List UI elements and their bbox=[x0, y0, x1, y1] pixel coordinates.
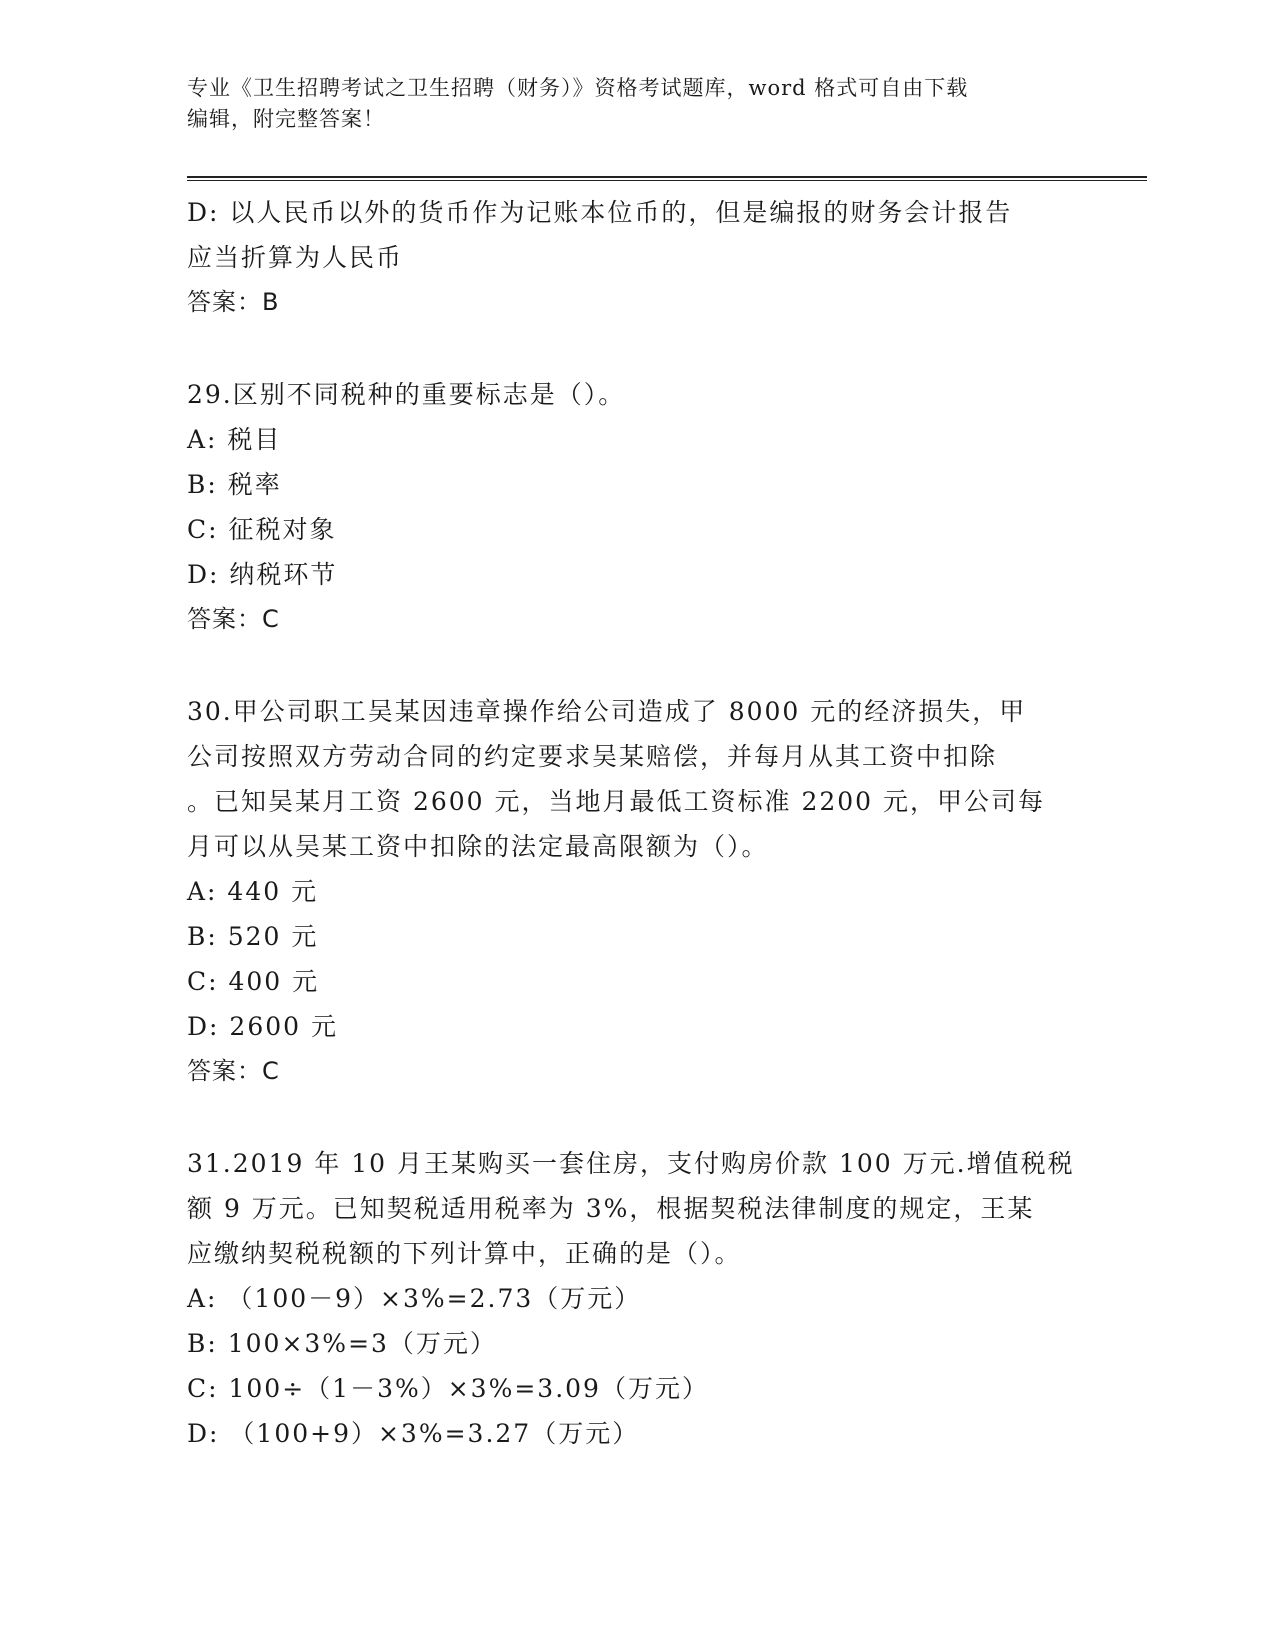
spacer bbox=[187, 1094, 1087, 1141]
header-divider bbox=[187, 176, 1147, 181]
question-31-stem-line-1: 31.2019 年 10 月王某购买一套住房，支付购房价款 100 万元.增值税税 bbox=[187, 1149, 1075, 1178]
question-29-option-d: D: 纳税环节 bbox=[187, 560, 338, 589]
question-30-stem-line-3: 。已知吴某月工资 2600 元，当地月最低工资标准 2200 元，甲公司每 bbox=[187, 787, 1046, 816]
question-30-stem-line-2: 公司按照双方劳动合同的约定要求吴某赔偿，并每月从其工资中扣除 bbox=[187, 742, 998, 771]
question-31-option-d: D: （100+9）×3%=3.27（万元） bbox=[187, 1419, 640, 1448]
header-line-1: 专业《卫生招聘考试之卫生招聘（财务）》资格考试题库，word 格式可自由下载 bbox=[187, 76, 969, 100]
question-31-stem-line-3: 应缴纳契税税额的下列计算中，正确的是（）。 bbox=[187, 1239, 742, 1268]
question-30-option-a: A: 440 元 bbox=[187, 877, 319, 906]
page-header bbox=[187, 73, 1087, 135]
question-31-option-c: C: 100÷（1－3%）×3%=3.09（万元） bbox=[187, 1374, 709, 1403]
question-29-stem: 29.区别不同税种的重要标志是（）。 bbox=[187, 380, 626, 409]
question-30-stem-line-1: 30.甲公司职工吴某因违章操作给公司造成了 8000 元的经济损失，甲 bbox=[187, 697, 1027, 726]
question-content bbox=[187, 190, 1087, 1456]
option-d-continued: 应当折算为人民币 bbox=[187, 243, 404, 272]
question-30-option-c: C: 400 元 bbox=[187, 967, 320, 996]
question-31-stem-line-2: 额 9 万元。已知契税适用税率为 3%，根据契税法律制度的规定，王某 bbox=[187, 1194, 1035, 1223]
question-30-answer: 答案：C bbox=[187, 1057, 280, 1085]
answer-line: 答案：B bbox=[187, 288, 280, 316]
question-29-option-b: B: 税率 bbox=[187, 470, 282, 499]
question-30-option-b: B: 520 元 bbox=[187, 922, 319, 951]
header-line-2: 编辑，附完整答案！ bbox=[187, 107, 385, 131]
question-29-answer: 答案：C bbox=[187, 605, 280, 633]
spacer bbox=[187, 642, 1087, 689]
question-31-option-a: A: （100－9）×3%=2.73（万元） bbox=[187, 1284, 642, 1313]
question-30-option-d: D: 2600 元 bbox=[187, 1012, 338, 1041]
question-30-stem-line-4: 月可以从吴某工资中扣除的法定最高限额为（）。 bbox=[187, 832, 769, 861]
question-29-option-a: A: 税目 bbox=[187, 425, 282, 454]
option-d: D: 以人民币以外的货币作为记账本位币的，但是编报的财务会计报告 bbox=[187, 198, 1013, 227]
spacer bbox=[187, 325, 1087, 372]
question-29-option-c: C: 征税对象 bbox=[187, 515, 337, 544]
question-31-option-b: B: 100×3%=3（万元） bbox=[187, 1329, 497, 1358]
